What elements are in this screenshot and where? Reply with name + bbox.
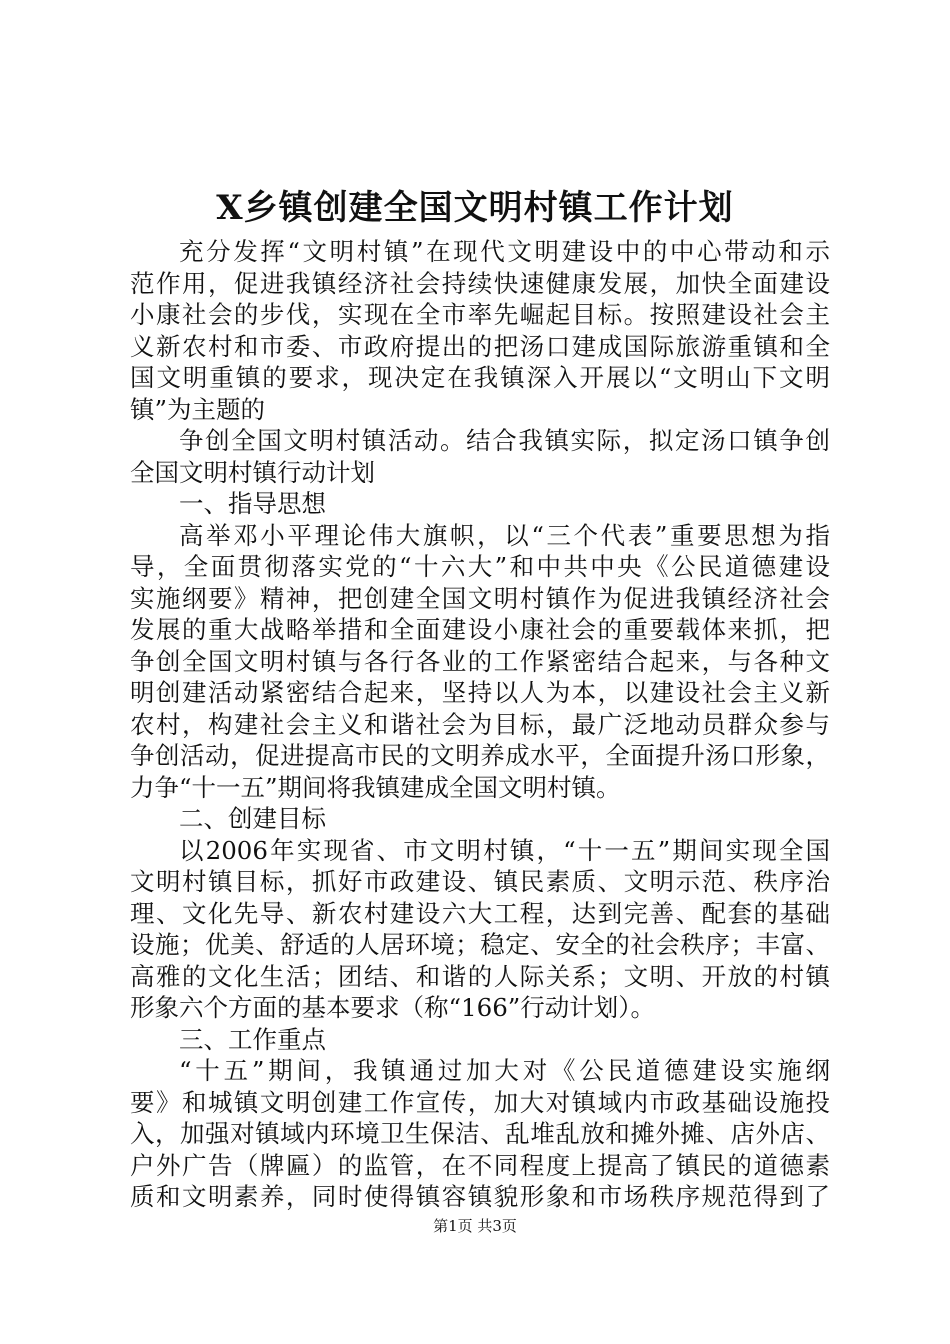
- text-line: 范作用，促进我镇经济社会持续快速健康发展，加快全面建设: [130, 268, 830, 298]
- text-line: 发展的重大战略举措和全面建设小康社会的重要载体来抓，把: [130, 615, 830, 644]
- document-body: [130, 236, 830, 1213]
- text-line: 全国文明村镇行动计划: [130, 457, 375, 487]
- text-line: 理、文化先导、新农村建设六大工程，达到完善、配套的基础: [130, 898, 830, 928]
- text-line: 户外广告（牌匾）的监管，在不同程度上提高了镇民的道德素: [130, 1150, 830, 1180]
- text-line: 国文明重镇的要求，现决定在我镇深入开展以“文明山下文明: [130, 363, 830, 392]
- text-line: 明创建活动紧密结合起来，坚持以人为本，以建设社会主义新: [130, 678, 830, 707]
- text-line: “十五”期间，我镇通过加大对《公民道德建设实施纲: [179, 1056, 830, 1085]
- text-line: 质和文明素养，同时使得镇容镇貌形象和市场秩序规范得到了: [130, 1182, 830, 1211]
- text-line: 高雅的文化生活；团结、和谐的人际关系；文明、开放的村镇: [130, 961, 830, 991]
- text-line: 充分发挥“文明村镇”在现代文明建设中的中心带动和示: [179, 237, 830, 266]
- page-number: 第1页 共3页: [433, 1217, 517, 1235]
- text-line: 争创全国文明村镇与各行各业的工作紧密结合起来，与各种文: [130, 646, 830, 676]
- text-line: 以2006年实现省、市文明村镇，“十一五”期间实现全国: [179, 835, 830, 865]
- text-line: 要》和城镇文明创建工作宣传，加大对镇域内市政基础设施投: [130, 1087, 830, 1117]
- text-line: 义新农村和市委、市政府提出的把汤口建成国际旅游重镇和全: [130, 331, 830, 361]
- text-line: 农村，构建社会主义和谐社会为目标，最广泛地动员群众参与: [130, 709, 830, 739]
- section-heading: 一、指导思想: [179, 489, 326, 518]
- text-line: 争创全国文明村镇活动。结合我镇实际，拟定汤口镇争创: [179, 426, 830, 455]
- text-line: 高举邓小平理论伟大旗帜，以“三个代表”重要思想为指: [179, 520, 830, 550]
- text-line: 形象六个方面的基本要求（称“166”行动计划）。: [130, 993, 656, 1022]
- text-line: 导，全面贯彻落实党的“十六大”和中共中央《公民道德建设: [130, 552, 830, 581]
- text-line: 入，加强对镇域内环境卫生保洁、乱堆乱放和摊外摊、店外店、: [130, 1119, 830, 1148]
- text-line: 小康社会的步伐，实现在全市率先崛起目标。按照建设社会主: [130, 300, 830, 329]
- text-line: 争创活动，促进提高市民的文明养成水平，全面提升汤口形象，: [130, 741, 830, 770]
- document-title: X乡镇创建全国文明村镇工作计划: [216, 188, 734, 228]
- text-line: 力争“十一五”期间将我镇建成全国文明村镇。: [130, 772, 621, 802]
- text-line: 文明村镇目标，抓好市政建设、镇民素质、文明示范、秩序治: [130, 867, 830, 896]
- section-heading: 三、工作重点: [179, 1024, 326, 1054]
- text-line: 实施纲要》精神，把创建全国文明村镇作为促进我镇经济社会: [130, 583, 830, 613]
- text-line: 镇”为主题的: [130, 394, 266, 424]
- section-heading: 二、创建目标: [179, 804, 326, 833]
- text-line: 设施；优美、舒适的人居环境；稳定、安全的社会秩序；丰富、: [130, 930, 830, 959]
